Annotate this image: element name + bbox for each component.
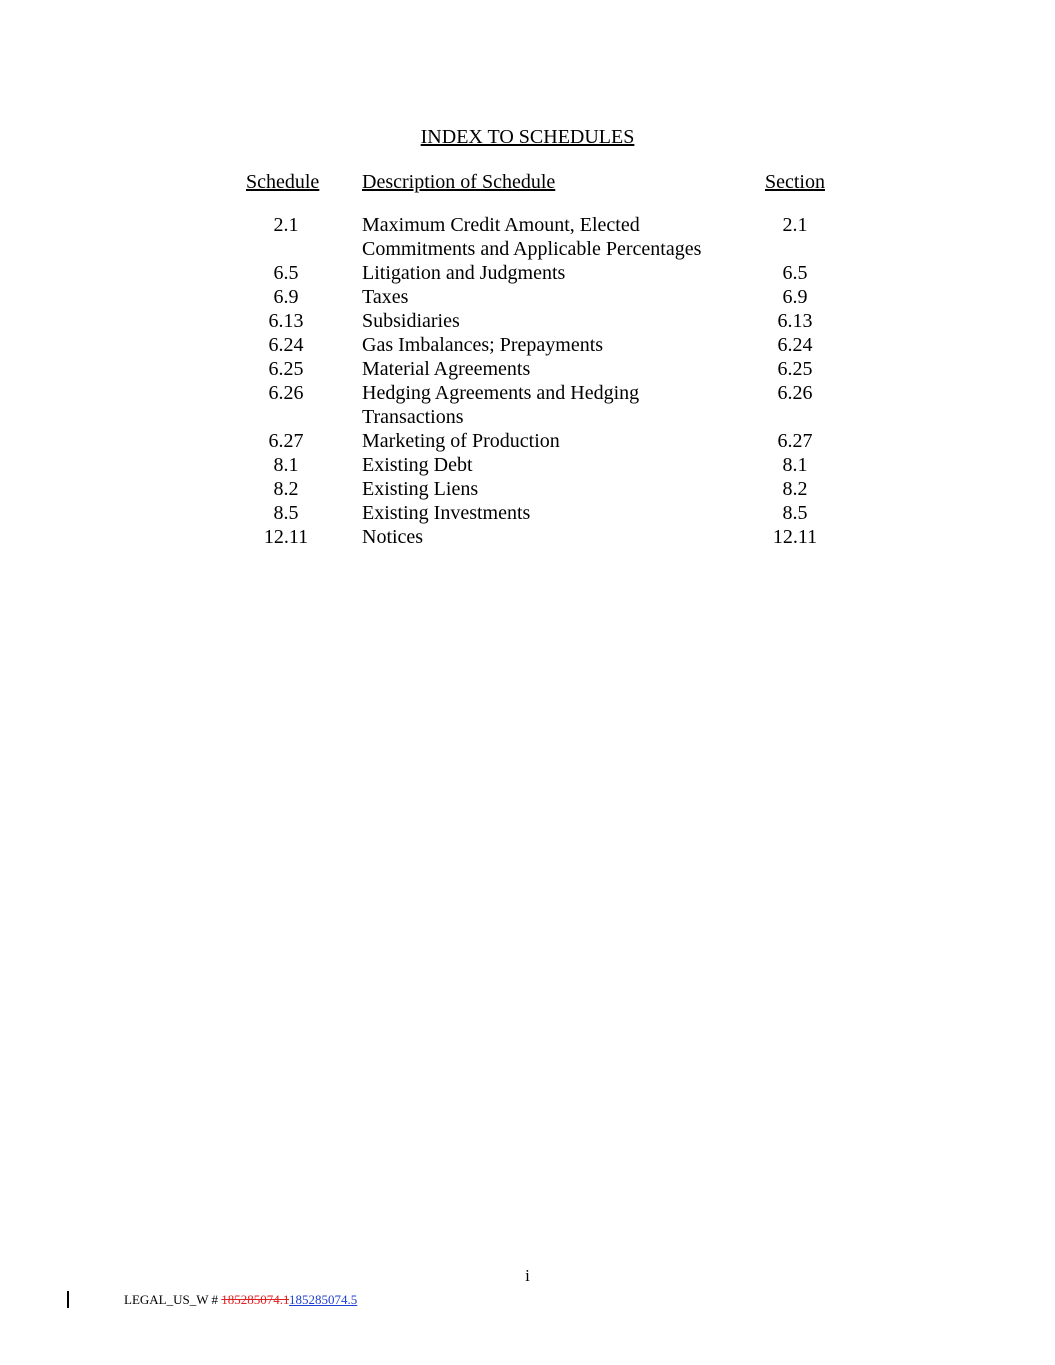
document-id-footer — [124, 1292, 357, 1308]
schedule-description: Gas Imbalances; Prepayments — [362, 334, 604, 356]
table-row — [0, 381, 1055, 429]
section-number: 8.5 — [782, 502, 808, 524]
section-column-header: Section — [765, 171, 825, 193]
table-row — [0, 213, 1055, 261]
schedule-description: Existing Liens — [362, 478, 479, 500]
schedule-number: 8.5 — [273, 502, 299, 524]
schedule-description: Maximum Credit Amount, Elected Commitments and Applicable Percentages — [362, 214, 702, 260]
section-number: 6.26 — [777, 382, 813, 404]
footer-prefix: LEGAL_US_W # — [124, 1292, 222, 1307]
section-number: 8.2 — [782, 478, 808, 500]
section-number: 12.11 — [772, 526, 818, 548]
schedule-description: Existing Investments — [362, 502, 531, 524]
schedule-description: Subsidiaries — [362, 310, 460, 332]
schedule-number: 6.27 — [268, 430, 304, 452]
inserted-document-id: 185285074.5 — [289, 1292, 358, 1307]
schedule-description: Marketing of Production — [362, 430, 560, 452]
schedule-description: Litigation and Judgments — [362, 262, 566, 284]
schedule-description: Notices — [362, 526, 424, 548]
table-row — [0, 525, 1055, 549]
page-title: INDEX TO SCHEDULES — [420, 126, 635, 148]
schedule-number: 6.5 — [273, 262, 299, 284]
section-number: 6.25 — [777, 358, 813, 380]
schedule-number: 6.26 — [268, 382, 304, 404]
section-number: 6.24 — [777, 334, 813, 356]
section-number: 6.9 — [782, 286, 808, 308]
schedule-number: 12.11 — [263, 526, 309, 548]
schedule-number: 6.9 — [273, 286, 299, 308]
schedule-number: 8.2 — [273, 478, 299, 500]
page-number: i — [525, 1266, 530, 1285]
section-number: 8.1 — [782, 454, 808, 476]
schedule-column-header: Schedule — [246, 171, 320, 193]
schedule-number: 6.24 — [268, 334, 304, 356]
table-row — [0, 357, 1055, 381]
schedule-description: Material Agreements — [362, 358, 531, 380]
schedule-description: Taxes — [362, 286, 409, 308]
schedule-number: 8.1 — [273, 454, 299, 476]
table-row — [0, 453, 1055, 477]
table-row — [0, 333, 1055, 357]
section-number: 6.27 — [777, 430, 813, 452]
schedule-number: 6.25 — [268, 358, 304, 380]
schedule-description: Existing Debt — [362, 454, 473, 476]
schedule-description: Hedging Agreements and Hedging Transactions — [362, 382, 640, 428]
description-column-header: Description of Schedule — [362, 171, 556, 193]
section-number: 2.1 — [782, 214, 808, 236]
schedule-number: 2.1 — [273, 214, 299, 236]
table-row — [0, 429, 1055, 453]
table-row — [0, 477, 1055, 501]
deleted-document-id: 185285074.1 — [221, 1292, 290, 1307]
section-number: 6.13 — [777, 310, 813, 332]
table-row — [0, 261, 1055, 285]
schedule-number: 6.13 — [268, 310, 304, 332]
table-row — [0, 285, 1055, 309]
schedule-index-table — [0, 213, 1055, 549]
change-bar — [67, 1291, 69, 1308]
section-number: 6.5 — [782, 262, 808, 284]
table-row — [0, 501, 1055, 525]
table-row — [0, 309, 1055, 333]
